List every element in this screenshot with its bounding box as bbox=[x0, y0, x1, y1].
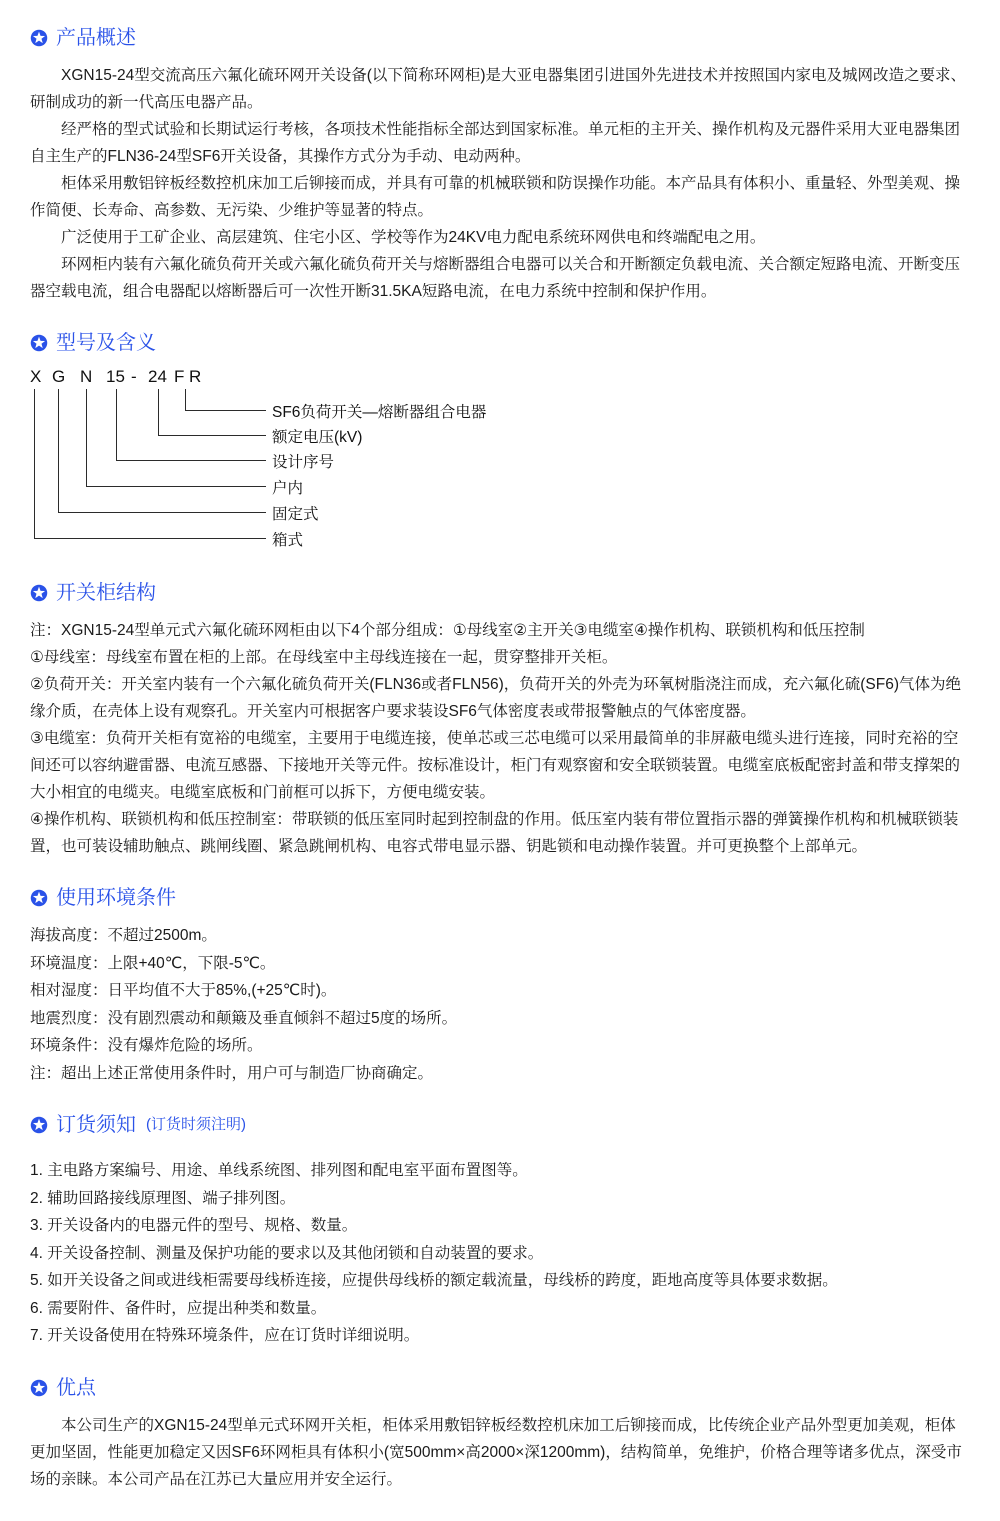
model-code-char-24: 24 bbox=[148, 367, 167, 386]
model-meaning-label: 额定电压(kV) bbox=[272, 429, 363, 446]
section-heading-model bbox=[30, 331, 970, 355]
model-meaning-label: 箱式 bbox=[272, 532, 304, 549]
ordering-item: 1. 主电路方案编号、用途、单线系统图、排列图和配电室平面布置图等。 bbox=[30, 1162, 528, 1179]
section-title-model: 型号及含义 bbox=[56, 332, 156, 354]
section-title-advantages: 优点 bbox=[56, 1376, 96, 1399]
structure-item: ④操作机构、联锁机构和低压控制室：带联锁的低压室同时起到控制盘的作用。低压室内装有带位置指示器的弹簧操作机构和机械联锁装置，也可装设辅助触点、跳闸线圈、紧急跳闸机构、电容式带电显示器、钥匙锁和电动操作装置。并可更换整个上部单元。 bbox=[30, 811, 959, 855]
ordering-item: 4. 开关设备控制、测量及保护功能的要求以及其他闭锁和自动装置的要求。 bbox=[30, 1244, 544, 1262]
section-title-overview: 产品概述 bbox=[56, 27, 136, 49]
environment-condition: 环境温度：上限+40℃，下限-5℃。 bbox=[30, 954, 276, 972]
ordering-subtitle: (订货时须注明) bbox=[146, 1116, 246, 1133]
advantages-paragraph: 本公司生产的XGN15-24型单元式环网开关柜，柜体采用敷铝锌板经数控机床加工后铆接而成，比传统企业产品外型更加美观，柜体更加坚固，性能更加稳定又因SF6环网柜具有体积小(宽500mm×高2000×深1200mm)，结构简单，免维护，价格合理等诸多优点，深受市场的亲睐。本公司产品在江苏已大量应用并安全运行。 bbox=[30, 1416, 962, 1488]
environment-note: 注：超出上述正常使用条件时，用户可与制造厂协商确定。 bbox=[30, 1064, 434, 1082]
section-heading-ordering bbox=[30, 1113, 970, 1137]
spacer bbox=[30, 1149, 970, 1157]
ordering-item: 2. 辅助回路接线原理图、端子排列图。 bbox=[30, 1189, 296, 1207]
overview-paragraph: 经严格的型式试验和长期试运行考核，各项技术性能指标全部达到国家标准。单元柜的主开关、操作机构及元器件采用大亚电器集团自主生产的FLN36-24型SF6开关设备，其操作方式分为手动、电动两种。 bbox=[30, 121, 961, 165]
model-meaning-label: 固定式 bbox=[272, 506, 319, 523]
overview-paragraph: 柜体采用敷铝锌板经数控机床加工后铆接而成，并具有可靠的机械联锁和防误操作功能。本产品具有体积小、重量轻、外型美观、操作简便、长寿命、高参数、无污染、少维护等显著的特点。 bbox=[30, 175, 961, 219]
model-code-char-g: G bbox=[52, 367, 66, 386]
model-meaning-label: 设计序号 bbox=[272, 454, 335, 471]
model-code-char-dash: - bbox=[131, 367, 137, 386]
star-circle-icon bbox=[30, 1379, 48, 1397]
model-code-char-r: R bbox=[189, 367, 202, 386]
structure-note: 注：XGN15-24型单元式六氟化硫环网柜由以下4个部分组成：①母线室②主开关③电缆室④操作机构、联锁机构和低压控制 bbox=[30, 622, 865, 639]
section-title-environment: 使用环境条件 bbox=[56, 887, 176, 909]
section-heading-advantages bbox=[30, 1376, 970, 1400]
model-meaning-label: 户内 bbox=[272, 480, 304, 497]
model-code-char-f: F bbox=[174, 367, 185, 386]
section-heading-structure bbox=[30, 581, 970, 605]
model-code-char-n: N bbox=[80, 367, 93, 386]
overview-paragraph: XGN15-24型交流高压六氟化硫环网开关设备(以下简称环网柜)是大亚电器集团引进国外先进技术并按照国内家电及城网改造之要求、研制成功的新一代高压电器产品。 bbox=[30, 67, 967, 111]
section-heading-overview bbox=[30, 26, 970, 50]
structure-item: ②负荷开关：开关室内装有一个六氟化硫负荷开关(FLN36或者FLN56)，负荷开关的外壳为环氧树脂浇注而成，充六氟化硫(SF6)气体为绝缘介质，在壳体上设有观察孔。开关室内可根据客户要求装设SF6气体密度表或带报警触点的气体密度器。 bbox=[30, 676, 962, 720]
star-circle-icon bbox=[30, 334, 48, 352]
ordering-item: 5. 如开关设备之间或进线柜需要母线桥连接，应提供母线桥的额定载流量，母线桥的跨度，距地高度等具体要求数据。 bbox=[30, 1272, 838, 1289]
ordering-item: 6. 需要附件、备件时，应提出种类和数量。 bbox=[30, 1299, 327, 1317]
model-meaning-diagram bbox=[30, 367, 970, 555]
environment-condition: 海拔高度：不超过2500m。 bbox=[30, 927, 217, 944]
section-heading-environment bbox=[30, 886, 970, 910]
structure-item: ③电缆室：负荷开关柜有宽裕的电缆室，主要用于电缆连接，使单芯或三芯电缆可以采用最简单的非屏蔽电缆头进行连接，同时充裕的空间还可以容纳避雷器、电流互感器、下接地开关等元件。按标准设计，柜门有观察窗和安全联锁装置。电缆室底板配密封盖和带支撑架的大小相宜的电缆夹。电缆室底板和门前框可以拆下，方便电缆安装。 bbox=[30, 730, 961, 801]
model-connector-line-x bbox=[34, 389, 266, 539]
environment-condition: 环境条件：没有爆炸危险的场所。 bbox=[30, 1037, 263, 1054]
environment-condition: 地震烈度：没有剧烈震动和颠簸及垂直倾斜不超过5度的场所。 bbox=[30, 1009, 458, 1027]
star-circle-icon bbox=[30, 584, 48, 602]
model-code-char-15: 15 bbox=[106, 367, 125, 386]
section-title-structure: 开关柜结构 bbox=[56, 582, 156, 604]
overview-paragraph: 环网柜内装有六氟化硫负荷开关或六氟化硫负荷开关与熔断器组合电器可以关合和开断额定负载电流、关合额定短路电流、开断变压器空载电流，组合电器配以熔断器后可一次性开断31.5KA短路电流，在电力系统中控制和保护作用。 bbox=[30, 256, 961, 300]
section-title-ordering: 订货须知 bbox=[56, 1114, 136, 1136]
model-meaning-label: SF6负荷开关—熔断器组合电器 bbox=[272, 404, 487, 421]
ordering-item: 3. 开关设备内的电器元件的型号、规格、数量。 bbox=[30, 1217, 358, 1234]
ordering-item: 7. 开关设备使用在特殊环境条件，应在订货时详细说明。 bbox=[30, 1327, 420, 1344]
overview-paragraph: 广泛使用于工矿企业、高层建筑、住宅小区、学校等作为24KV电力配电系统环网供电和终端配电之用。 bbox=[61, 229, 766, 246]
environment-condition: 相对湿度：日平均值不大于85%,(+25℃时)。 bbox=[30, 982, 337, 999]
star-circle-icon bbox=[30, 889, 48, 907]
model-code-char-x: X bbox=[30, 367, 42, 386]
star-circle-icon bbox=[30, 29, 48, 47]
structure-item: ①母线室：母线室布置在柜的上部。在母线室中主母线连接在一起，贯穿整排开关柜。 bbox=[30, 649, 618, 666]
star-circle-icon bbox=[30, 1116, 48, 1134]
